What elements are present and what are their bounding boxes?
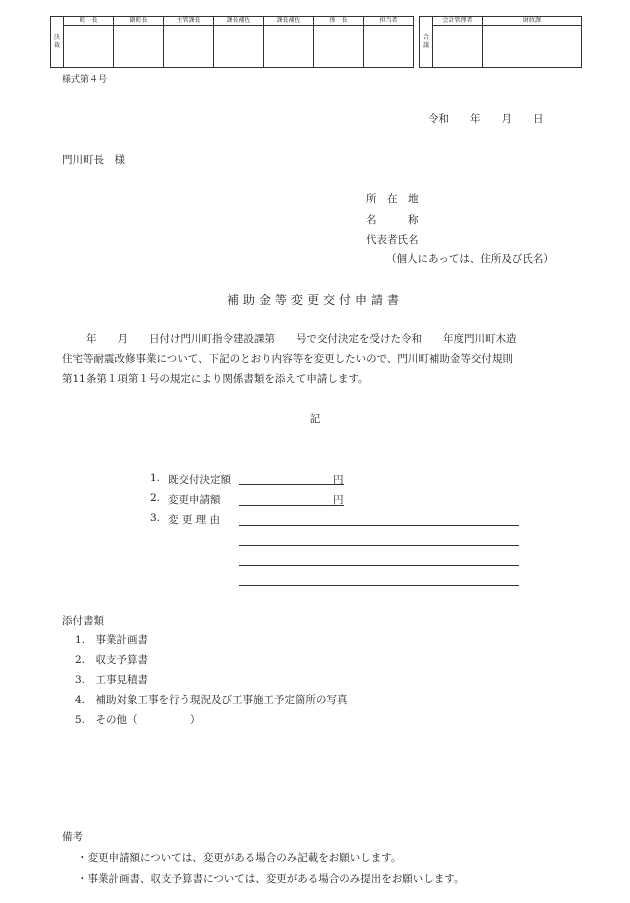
attachment-num: 1. bbox=[75, 634, 86, 646]
change-amount-field[interactable] bbox=[239, 505, 344, 506]
item-number-2: 2. bbox=[150, 492, 161, 504]
approval-header-accountant: 会計管理者 bbox=[433, 17, 483, 26]
applicant-location-label: 所 在 地 bbox=[366, 193, 419, 205]
granted-amount-field[interactable] bbox=[239, 484, 344, 485]
approval-stamp-table bbox=[50, 16, 582, 68]
body-line-1: 年 月 日付け門川町指令建設課第 号で交付決定を受けた令和 年度門川町木造 bbox=[86, 333, 517, 345]
approval-header-assistant-chief-2: 課長補佐 bbox=[264, 17, 314, 26]
body-line-2: 住宅等耐震改修事業について、下記のとおり内容等を変更したいので、門川町補助金等交付規則 bbox=[62, 353, 513, 365]
attachment-text: 補助対象工事を行う現況及び工事施工予定箇所の写真 bbox=[95, 694, 348, 706]
application-date[interactable]: 令和 年 月 日 bbox=[428, 113, 544, 125]
stamp-cell[interactable] bbox=[264, 26, 314, 68]
document-title: 補助金等変更交付申請書 bbox=[226, 293, 403, 307]
attachment-num: 2. bbox=[75, 654, 86, 666]
applicant-note: （個人にあっては、住所及び氏名） bbox=[386, 253, 554, 265]
yen-unit-1: 円 bbox=[333, 474, 344, 486]
applicant-name-label: 名 称 bbox=[366, 214, 419, 226]
approval-header-section-chief: 主管課長 bbox=[164, 17, 214, 26]
stamp-cell[interactable] bbox=[483, 26, 582, 68]
change-reason-line-2[interactable] bbox=[239, 545, 519, 546]
stamp-cell[interactable] bbox=[214, 26, 264, 68]
note-item-2: ・事業計画書、収支予算書については、変更がある場合のみ提出をお願いします。 bbox=[77, 873, 465, 885]
attachment-text: 事業計画書 bbox=[95, 634, 149, 646]
body-line-3: 第11条第１項第１号の規定により関係書類を添えて申請します。 bbox=[62, 373, 369, 385]
stamp-cell[interactable] bbox=[433, 26, 483, 68]
attachment-text: 収支予算書 bbox=[95, 654, 149, 666]
attachment-item bbox=[75, 692, 348, 707]
item-label-change-amount: 変更申請額 bbox=[168, 494, 221, 506]
form-number: 様式第４号 bbox=[62, 75, 108, 85]
attachment-item bbox=[75, 672, 148, 687]
attachment-text: その他（ ） bbox=[95, 714, 201, 726]
approval-header-mayor: 町 長 bbox=[64, 17, 114, 26]
body-text bbox=[62, 329, 580, 389]
item-number-1: 1. bbox=[150, 472, 161, 484]
stamp-cell[interactable] bbox=[164, 26, 214, 68]
change-reason-line-4[interactable] bbox=[239, 585, 519, 586]
stamp-cell[interactable] bbox=[314, 26, 364, 68]
attachment-item bbox=[75, 632, 148, 647]
consult-side-label: 合 議 bbox=[420, 17, 433, 68]
yen-unit-2: 円 bbox=[333, 494, 344, 506]
approval-header-finance: 財政課 bbox=[483, 17, 582, 26]
attachment-text: 工事見積書 bbox=[95, 674, 149, 686]
approval-header-subsection-chief: 係 長 bbox=[314, 17, 364, 26]
approval-header-deputy-mayor: 副町長 bbox=[114, 17, 164, 26]
approval-header-assistant-chief-1: 課長補佐 bbox=[214, 17, 264, 26]
note-item-1: ・変更申請額については、変更がある場合のみ記載をお願いします。 bbox=[77, 852, 402, 864]
ki-heading: 記 bbox=[309, 413, 321, 425]
attachment-num: 4. bbox=[75, 694, 86, 706]
approval-header-staff: 担当者 bbox=[364, 17, 414, 26]
attachment-num: 5. bbox=[75, 714, 86, 726]
attachment-item bbox=[75, 652, 148, 667]
attachment-num: 3. bbox=[75, 674, 86, 686]
addressee: 門川町長 様 bbox=[62, 154, 125, 166]
stamp-cell[interactable] bbox=[114, 26, 164, 68]
item-label-change-reason: 変 更 理 由 bbox=[168, 514, 221, 526]
item-number-3: 3. bbox=[150, 512, 161, 524]
attachment-item bbox=[75, 712, 201, 727]
applicant-representative-label: 代表者氏名 bbox=[366, 234, 419, 246]
approval-side-label: 決 裁 bbox=[51, 17, 64, 68]
stamp-cell[interactable] bbox=[364, 26, 414, 68]
stamp-cell[interactable] bbox=[64, 26, 114, 68]
item-label-granted-amount: 既交付決定額 bbox=[168, 474, 231, 486]
notes-title: 備考 bbox=[62, 831, 83, 843]
change-reason-line-1[interactable] bbox=[239, 525, 519, 526]
attachments-title: 添付書類 bbox=[62, 615, 104, 627]
change-reason-line-3[interactable] bbox=[239, 565, 519, 566]
